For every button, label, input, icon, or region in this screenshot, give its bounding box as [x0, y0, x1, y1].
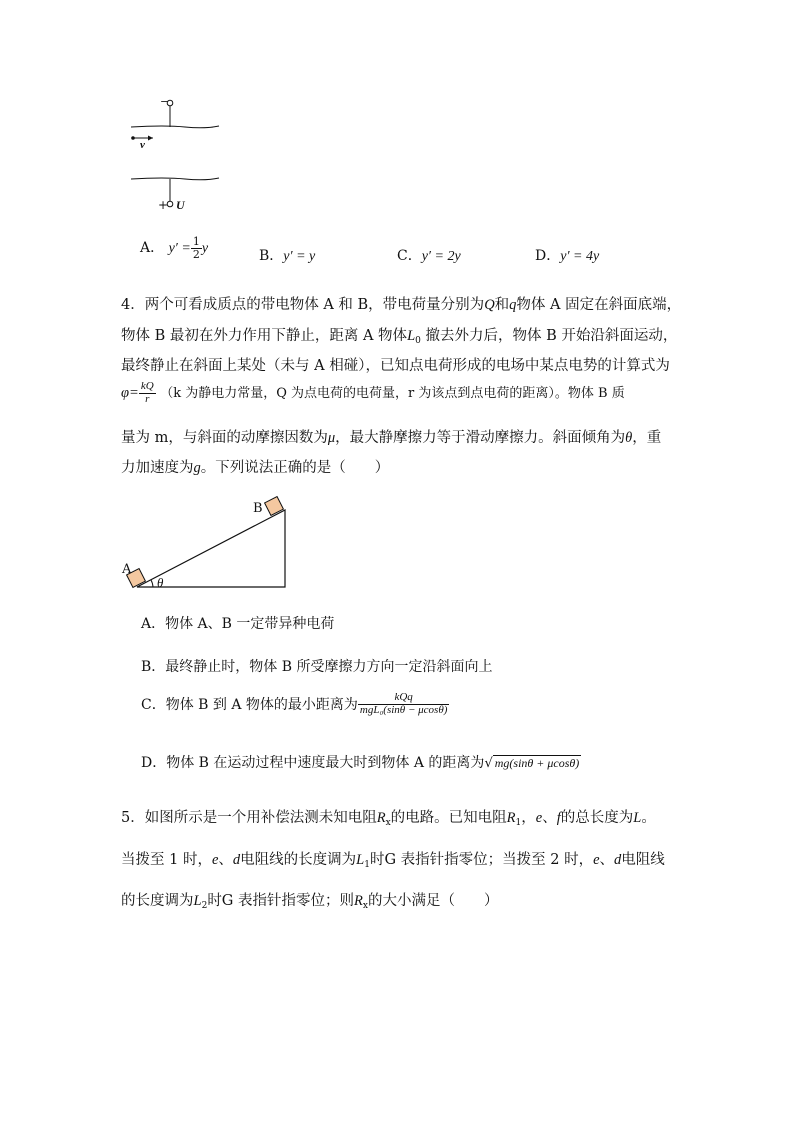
q3-option-c[interactable]: C．y′ = 2y	[397, 248, 461, 264]
angle-arc	[151, 580, 153, 587]
q4-line-1: 4．两个可看成质点的带电物体 A 和 B，带电荷量分别为Q和q物体 A 固定在斜面底端，	[121, 297, 682, 313]
q4-option-a[interactable]: A．物体 A、B 一定带异种电荷	[141, 616, 335, 632]
q4-line-5: 量为 m，与斜面的动摩擦因数为μ，最大静摩擦力等于滑动摩擦力。斜面倾角为θ，重	[121, 430, 662, 446]
incline-angle-label: θ	[157, 575, 164, 590]
q4-option-c[interactable]: C．物体 B 到 A 物体的最小距离为 $\frac{\text{kQq}}{\text{mgL₀(sinθ − μcosθ)}}$	[141, 691, 448, 716]
plus-sign-label: +	[158, 198, 169, 212]
q4-line-2: 物体 B 最初在外力作用下静止，距离 A 物体$L_0$ 撤去外力后，物体 B 开始沿斜面运动，	[121, 328, 678, 346]
q4-line-4: φ= $\frac{kQ}{r}$ （k 为静电力常量，Q 为点电荷的电荷量，r 为该点到点电荷的距离）。物体 B 质	[121, 380, 625, 405]
capacitor-diagram	[125, 95, 225, 215]
q4-option-d[interactable]: D．物体 B 在运动过程中速度最大时到物体 A 的距离为√ mg(sinθ + μcosθ)	[141, 755, 580, 771]
potential-fraction: $\frac{kQ}{r}$	[140, 380, 154, 405]
voltage-label: U	[176, 198, 185, 212]
q5-line-1: 5．如图所示是一个用补偿法测未知电阻$R_x$的电路。已知电阻$R_1$，e、f的总长度为L。	[121, 810, 656, 828]
incline-diagram	[115, 495, 300, 595]
q3-option-a[interactable]: A． y′ = $\frac{1}{2}$ y	[140, 235, 209, 261]
one-half-fraction: $\frac{1}{2}$	[192, 235, 200, 261]
q5-line-2: 当拨至 1 时，e、d电阻线的长度调为$L_1$时G 表指针指零位；当拨至 2 时，e、d电阻线	[121, 852, 665, 870]
velocity-arrowhead	[148, 136, 153, 141]
q4-line-3: 最终静止在斜面上某处（未与 A 相碰），已知点电荷形成的电场中某点电势的计算式为	[121, 358, 670, 374]
bottom-plate	[131, 178, 219, 180]
top-plate	[131, 126, 219, 128]
incline-label-b: B	[253, 501, 263, 516]
min-distance-fraction: $\frac{\text{kQq}}{\text{mgL₀(sinθ − μcosθ)}}$	[359, 691, 448, 716]
q3-option-b[interactable]: B．y′ = y	[259, 248, 316, 264]
q5-line-3: 的长度调为$L_2$时G 表指针指零位；则$R_x$的大小满足（ ）	[121, 893, 499, 911]
incline-label-a: A	[122, 562, 132, 577]
q3-option-d[interactable]: D．y′ = 4y	[535, 248, 600, 264]
velocity-label: v	[140, 139, 145, 151]
q4-line-6: 力加速度为g。下列说法正确的是（ ）	[121, 460, 390, 476]
q4-option-b[interactable]: B．最终静止时，物体 B 所受摩擦力方向一定沿斜面向上	[141, 659, 493, 675]
minus-sign-label: −	[160, 95, 170, 108]
